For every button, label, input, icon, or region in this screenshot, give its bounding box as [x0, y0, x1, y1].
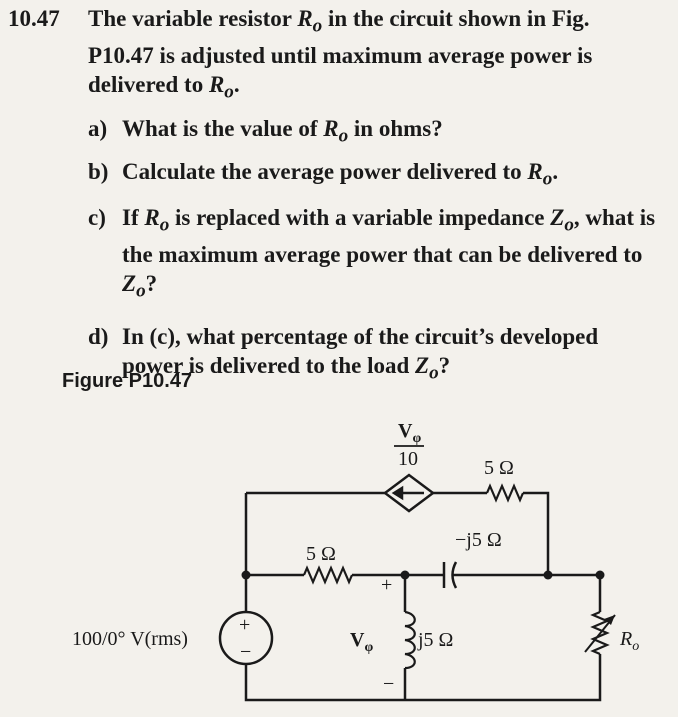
resistor-left-zigzag — [304, 568, 352, 582]
problem-statement: The variable resistor $R_o$ in the circuit shown in Fig. P10.47 is adjusted until maximum average power is delivered to $R_o$. — [88, 6, 593, 103]
source-label: 100/0° V(rms) — [72, 628, 188, 650]
resistor-top-label: 5 Ω — [484, 457, 514, 479]
wire-bottom — [246, 654, 600, 700]
resistor-left-label: 5 Ω — [306, 543, 336, 565]
vphi-minus-sign: − — [383, 673, 395, 695]
problem-number: 10.47 — [8, 6, 60, 31]
node-load — [596, 571, 605, 580]
part-d: d) In (c), what percentage of the circuit’s developed power is delivered to the load $Z_o$? — [88, 323, 599, 384]
load-label: $R_o$ — [620, 628, 640, 654]
dependent-current-source — [385, 475, 433, 511]
wire-mid-right — [466, 575, 600, 612]
source-plus-sign: + — [239, 614, 251, 636]
capacitor-label: −j5 Ω — [455, 529, 502, 551]
node-center — [401, 571, 410, 580]
load-arrowhead — [604, 615, 615, 625]
vphi-label: $V_\varphi$ — [350, 629, 374, 655]
part-b: b) Calculate the average power delivered to $R_o$. — [88, 158, 559, 190]
vphi-plus-sign: + — [381, 574, 393, 596]
part-a: a) What is the value of $R_o$ in ohms? — [88, 116, 443, 147]
inductor-label: j5 Ω — [418, 629, 454, 651]
source-minus-sign: − — [240, 641, 252, 663]
dependent-source-denominator: 10 — [398, 448, 418, 470]
part-c: c) If $R_o$ is replaced with a variable impedance $Z_o$, what is the maximum average power that can be delivered to $Z_o$? — [88, 205, 656, 302]
resistor-top-zigzag — [487, 486, 523, 500]
wire-top-right — [523, 493, 548, 575]
figure-title: Figure P10.47 — [62, 370, 193, 392]
dependent-source-numerator: $V_\varphi$ — [398, 420, 422, 446]
inductor-coil — [405, 612, 415, 668]
node-left — [242, 571, 251, 580]
node-right — [544, 571, 553, 580]
